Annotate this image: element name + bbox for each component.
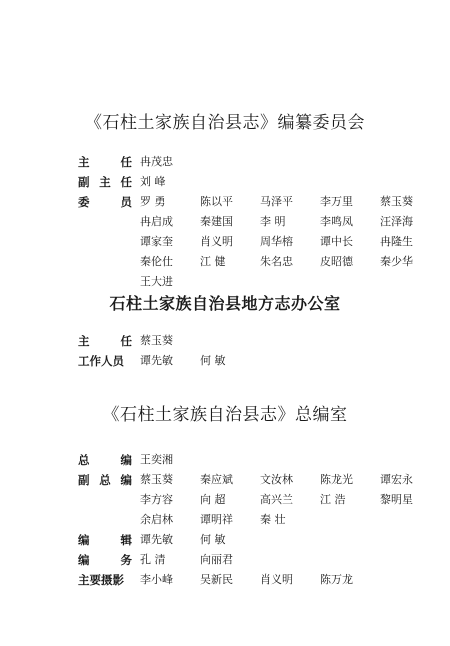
member-name: 谭先敏 [140, 354, 173, 367]
role-label: 编 辑 [78, 533, 132, 547]
editorial-list [0, 450, 450, 590]
member-name: 陈龙光 [320, 473, 353, 486]
roster-row [0, 172, 450, 192]
roster-row [0, 470, 450, 490]
roster-row [0, 490, 450, 510]
roster-row [0, 450, 450, 470]
member-name: 余启林 [140, 513, 173, 526]
office-title: 石柱土家族自治县地方志办公室 [109, 294, 341, 313]
member-name: 黎明星 [380, 493, 413, 506]
member-names [140, 570, 440, 590]
member-name: 王大进 [140, 275, 173, 288]
member-name: 高兴兰 [260, 493, 293, 506]
member-names [140, 550, 440, 570]
role-label: 编 务 [78, 553, 132, 567]
member-name: 蔡玉葵 [140, 473, 173, 486]
member-name: 谭中长 [320, 235, 353, 248]
member-name: 蔡玉葵 [140, 334, 173, 347]
roster-row [0, 510, 450, 530]
role-label: 委 员 [78, 195, 132, 209]
role-label: 副 主 任 [78, 175, 132, 189]
member-name: 孔 清 [140, 553, 166, 566]
member-name: 李 明 [260, 215, 286, 228]
member-name: 马泽平 [260, 195, 293, 208]
member-name: 汪泽海 [380, 215, 413, 228]
member-name: 江 健 [200, 255, 226, 268]
member-name: 向 超 [200, 493, 226, 506]
member-names [140, 272, 440, 292]
member-name: 秦伦仕 [140, 255, 173, 268]
member-name: 李小峰 [140, 573, 173, 586]
roster-row [0, 212, 450, 232]
committee-title: 《石柱土家族自治县志》编纂委员会 [85, 113, 365, 133]
role-label: 总 编 [78, 453, 132, 467]
member-name: 秦建国 [200, 215, 233, 228]
member-name: 文汝林 [260, 473, 293, 486]
member-names [140, 152, 440, 172]
member-name: 陈以平 [200, 195, 233, 208]
member-name: 秦应斌 [200, 473, 233, 486]
editorial-office-title: 《石柱土家族自治县志》总编室 [102, 405, 348, 425]
member-names [140, 252, 440, 272]
role-label: 主 任 [78, 334, 132, 348]
member-names [140, 232, 440, 252]
member-name: 谭家奎 [140, 235, 173, 248]
member-name: 冉隆生 [380, 235, 413, 248]
member-name: 冉启成 [140, 215, 173, 228]
member-name: 皮昭德 [320, 255, 353, 268]
roster-row [0, 331, 450, 351]
committee-list [0, 152, 450, 292]
roster-row [0, 530, 450, 550]
member-name: 李万里 [320, 195, 353, 208]
roster-row [0, 232, 450, 252]
role-label: 副 总 编 [78, 473, 132, 487]
member-names [140, 212, 440, 232]
member-name: 王奕湘 [140, 453, 173, 466]
member-name: 何 敏 [200, 533, 226, 546]
member-names [140, 530, 440, 550]
member-name: 何 敏 [200, 354, 226, 367]
role-label: 工作人员 [78, 354, 124, 368]
member-names [140, 351, 440, 371]
role-label: 主要摄影 [78, 573, 124, 587]
member-name: 肖义明 [200, 235, 233, 248]
member-name: 罗 勇 [140, 195, 166, 208]
member-name: 谭先敏 [140, 533, 173, 546]
member-names [140, 490, 440, 510]
member-name: 吴新民 [200, 573, 233, 586]
member-name: 李方容 [140, 493, 173, 506]
member-name: 向丽君 [200, 553, 233, 566]
member-name: 冉茂忠 [140, 155, 173, 168]
roster-row [0, 550, 450, 570]
roster-row [0, 272, 450, 292]
member-name: 秦 壮 [260, 513, 286, 526]
member-names [140, 331, 440, 351]
office-list [0, 331, 450, 371]
member-name: 肖义明 [260, 573, 293, 586]
roster-row [0, 351, 450, 371]
roster-row [0, 192, 450, 212]
member-name: 蔡玉葵 [380, 195, 413, 208]
member-names [140, 192, 440, 212]
member-names [140, 172, 440, 192]
member-names [140, 450, 440, 470]
member-name: 秦少华 [380, 255, 413, 268]
role-label: 主 任 [78, 155, 132, 169]
member-name: 江 浩 [320, 493, 346, 506]
member-name: 刘 峰 [140, 175, 166, 188]
member-names [140, 510, 440, 530]
roster-row [0, 252, 450, 272]
roster-row [0, 152, 450, 172]
member-name: 朱名忠 [260, 255, 293, 268]
member-name: 谭宏永 [380, 473, 413, 486]
member-name: 谭明祥 [200, 513, 233, 526]
member-name: 李鸣凤 [320, 215, 353, 228]
member-name: 周华榕 [260, 235, 293, 248]
member-names [140, 470, 440, 490]
roster-row [0, 570, 450, 590]
member-name: 陈万龙 [320, 573, 353, 586]
